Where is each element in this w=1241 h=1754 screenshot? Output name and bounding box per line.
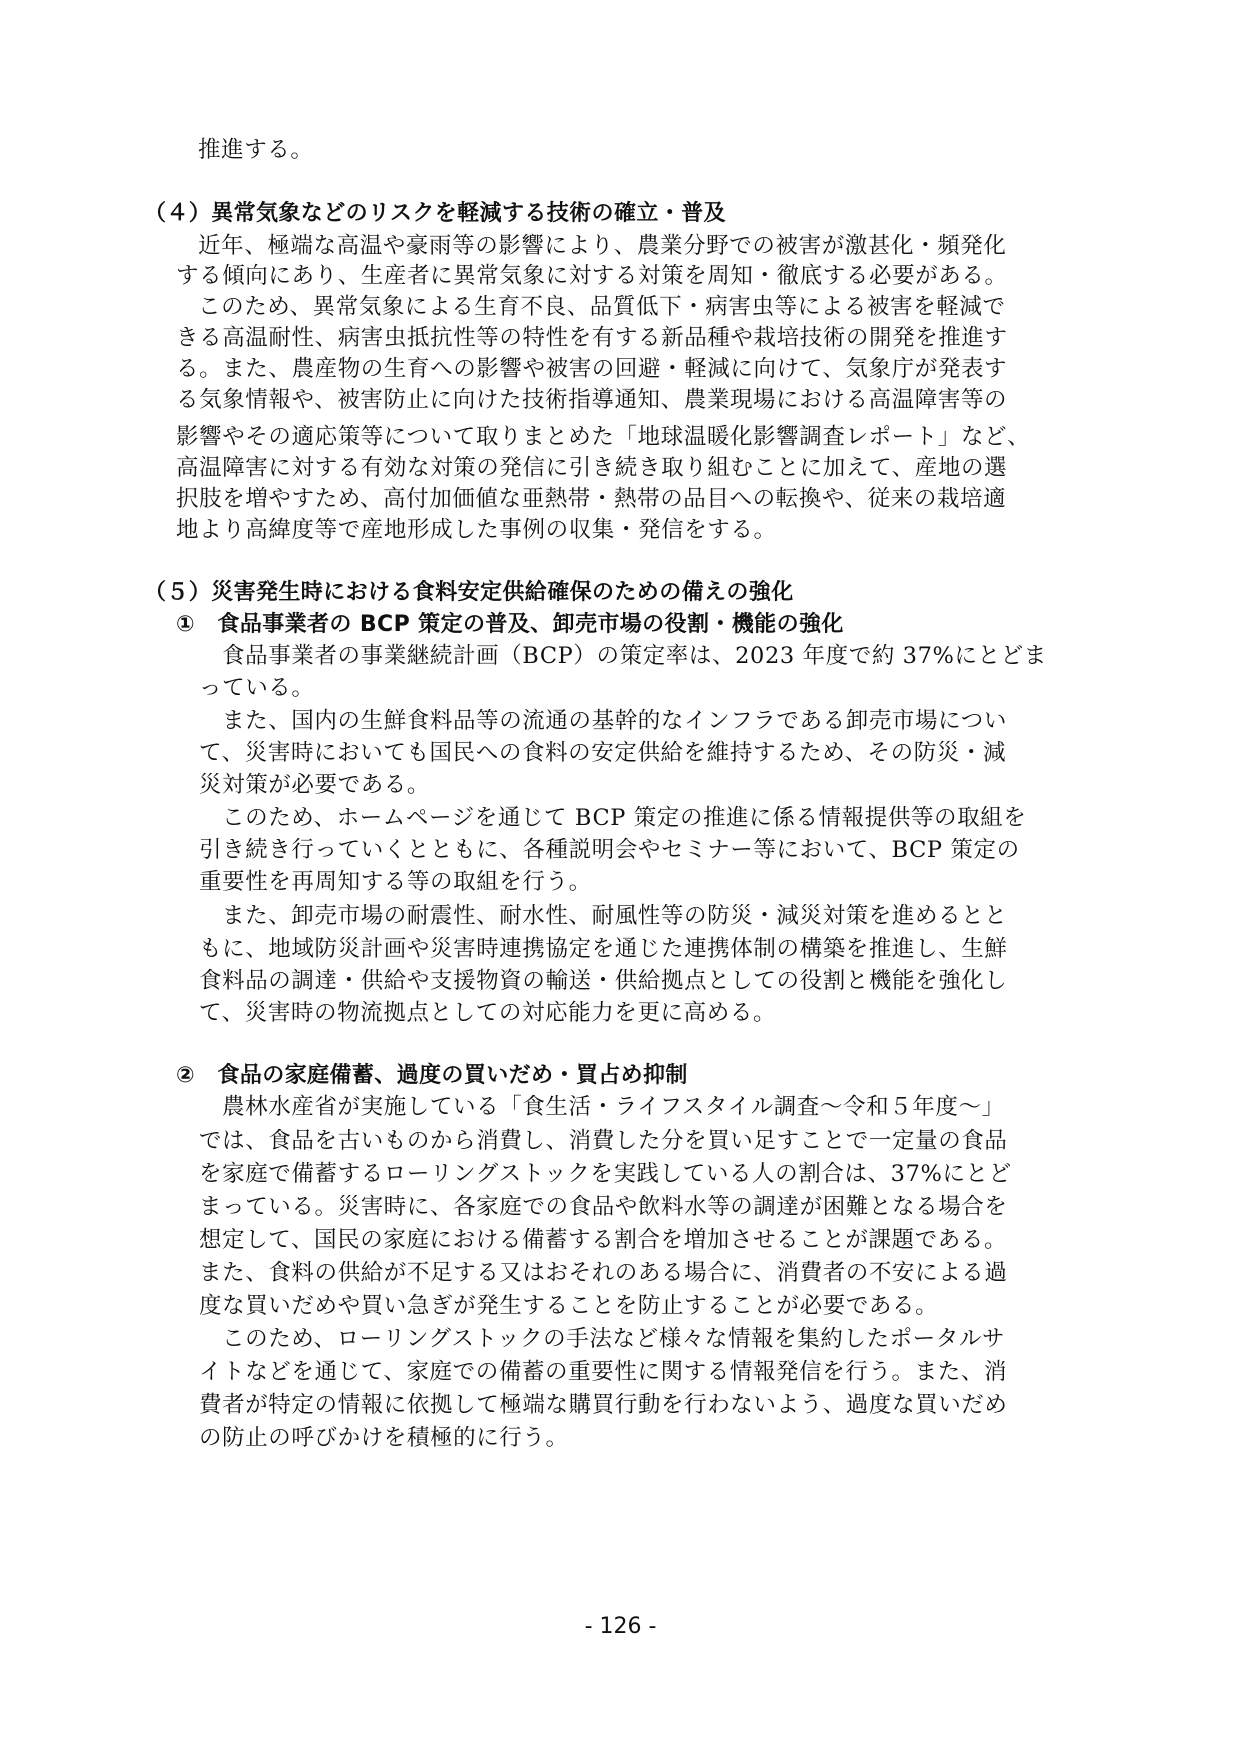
- subsection-1-heading: ① 食品事業者の BCP 策定の普及、卸売市場の役割・機能の強化: [176, 612, 844, 637]
- paragraph-line: る気象情報や、被害防止に向けた技術指導通知、農業現場における高温障害等の: [176, 387, 1008, 413]
- paragraph-line: の防止の呼びかけを積極的に行う。: [199, 1425, 569, 1451]
- paragraph-line: 重要性を再周知する等の取組を行う。: [199, 869, 592, 895]
- paragraph-line: まっている。災害時に、各家庭での食品や飲料水等の調達が困難となる場合を: [199, 1194, 1008, 1220]
- intro-line: 推進する。: [198, 137, 314, 163]
- paragraph-line: 食料品の調達・供給や支援物資の輸送・供給拠点としての役割と機能を強化し: [199, 968, 1008, 994]
- section-5-heading: （５）災害発生時における食料安定供給確保のための備えの強化: [144, 580, 794, 605]
- paragraph-line: このため、ローリングストックの手法など様々な情報を集約したポータルサ: [222, 1326, 1006, 1352]
- page-number: - 126 -: [584, 1614, 657, 1639]
- paragraph-line: また、卸売市場の耐震性、耐水性、耐風性等の防災・減災対策を進めるとと: [222, 903, 1008, 929]
- paragraph-line: する傾向にあり、生産者に異常気象に対する対策を周知・徹底する必要がある。: [176, 263, 1008, 289]
- section-4-heading: （４）異常気象などのリスクを軽減する技術の確立・普及: [144, 201, 726, 226]
- paragraph-line: 近年、極端な高温や豪雨等の影響により、農業分野での被害が激甚化・頻発化: [198, 233, 1007, 259]
- paragraph-line: 農林水産省が実施している「食生活・ライフスタイル調査～令和５年度～」: [222, 1094, 1005, 1120]
- paragraph-line: っている。: [199, 675, 315, 701]
- paragraph-line: また、国内の生鮮食料品等の流通の基幹的なインフラである卸売市場につい: [222, 708, 1007, 734]
- paragraph-line: 地より高緯度等で産地形成した事例の収集・発信をする。: [176, 517, 777, 543]
- paragraph-line: 影響やその適応策等について取りまとめた「地球温暖化影響調査レポート」など、: [176, 424, 1031, 450]
- paragraph-line: て、災害時の物流拠点としての対応能力を更に高める。: [199, 1000, 777, 1026]
- paragraph-line: 高温障害に対する有効な対策の発信に引き続き取り組むことに加えて、産地の選: [176, 455, 1008, 481]
- paragraph-line: イトなどを通じて、家庭での備蓄の重要性に関する情報発信を行う。また、消: [199, 1359, 1008, 1385]
- paragraph-line: 災対策が必要である。: [199, 772, 431, 798]
- paragraph-line: きる高温耐性、病害虫抵抗性等の特性を有する新品種や栽培技術の開発を推進す: [176, 325, 1008, 351]
- paragraph-line: 費者が特定の情報に依拠して極端な購買行動を行わないよう、過度な買いだめ: [199, 1392, 1008, 1418]
- paragraph-line: このため、ホームページを通じて BCP 策定の推進に係る情報提供等の取組を: [222, 805, 1027, 831]
- paragraph-line: 択肢を増やすため、高付加価値な亜熱帯・熱帯の品目への転換や、従来の栽培適: [176, 486, 1007, 512]
- paragraph-line: て、災害時においても国民への食料の安定供給を維持するため、その防災・減: [199, 740, 1007, 766]
- paragraph-line: る。また、農産物の生育への影響や被害の回避・軽減に向けて、気象庁が発表す: [176, 356, 1008, 382]
- paragraph-line: 引き続き行っていくとともに、各種説明会やセミナー等において、BCP 策定の: [199, 837, 1020, 863]
- paragraph-line: 食品事業者の事業継続計画（BCP）の策定率は、2023 年度で約 37%にとどま: [222, 643, 1047, 669]
- paragraph-line: 想定して、国民の家庭における備蓄する割合を増加させることが課題である。: [199, 1227, 1008, 1253]
- paragraph-line: もに、地域防災計画や災害時連携協定を通じた連携体制の構築を推進し、生鮮: [199, 936, 1008, 962]
- paragraph-line: を家庭で備蓄するローリングストックを実践している人の割合は、37%にとど: [199, 1161, 1012, 1187]
- paragraph-line: このため、異常気象による生育不良、品質低下・病害虫等による被害を軽減で: [198, 294, 1006, 320]
- subsection-2-heading: ② 食品の家庭備蓄、過度の買いだめ・買占め抑制: [176, 1063, 688, 1088]
- paragraph-line: 度な買いだめや買い急ぎが発生することを防止することが必要である。: [199, 1293, 939, 1319]
- paragraph-line: では、食品を古いものから消費し、消費した分を買い足すことで一定量の食品: [199, 1128, 1008, 1154]
- paragraph-line: また、食料の供給が不足する又はおそれのある場合に、消費者の不安による過: [199, 1260, 1008, 1286]
